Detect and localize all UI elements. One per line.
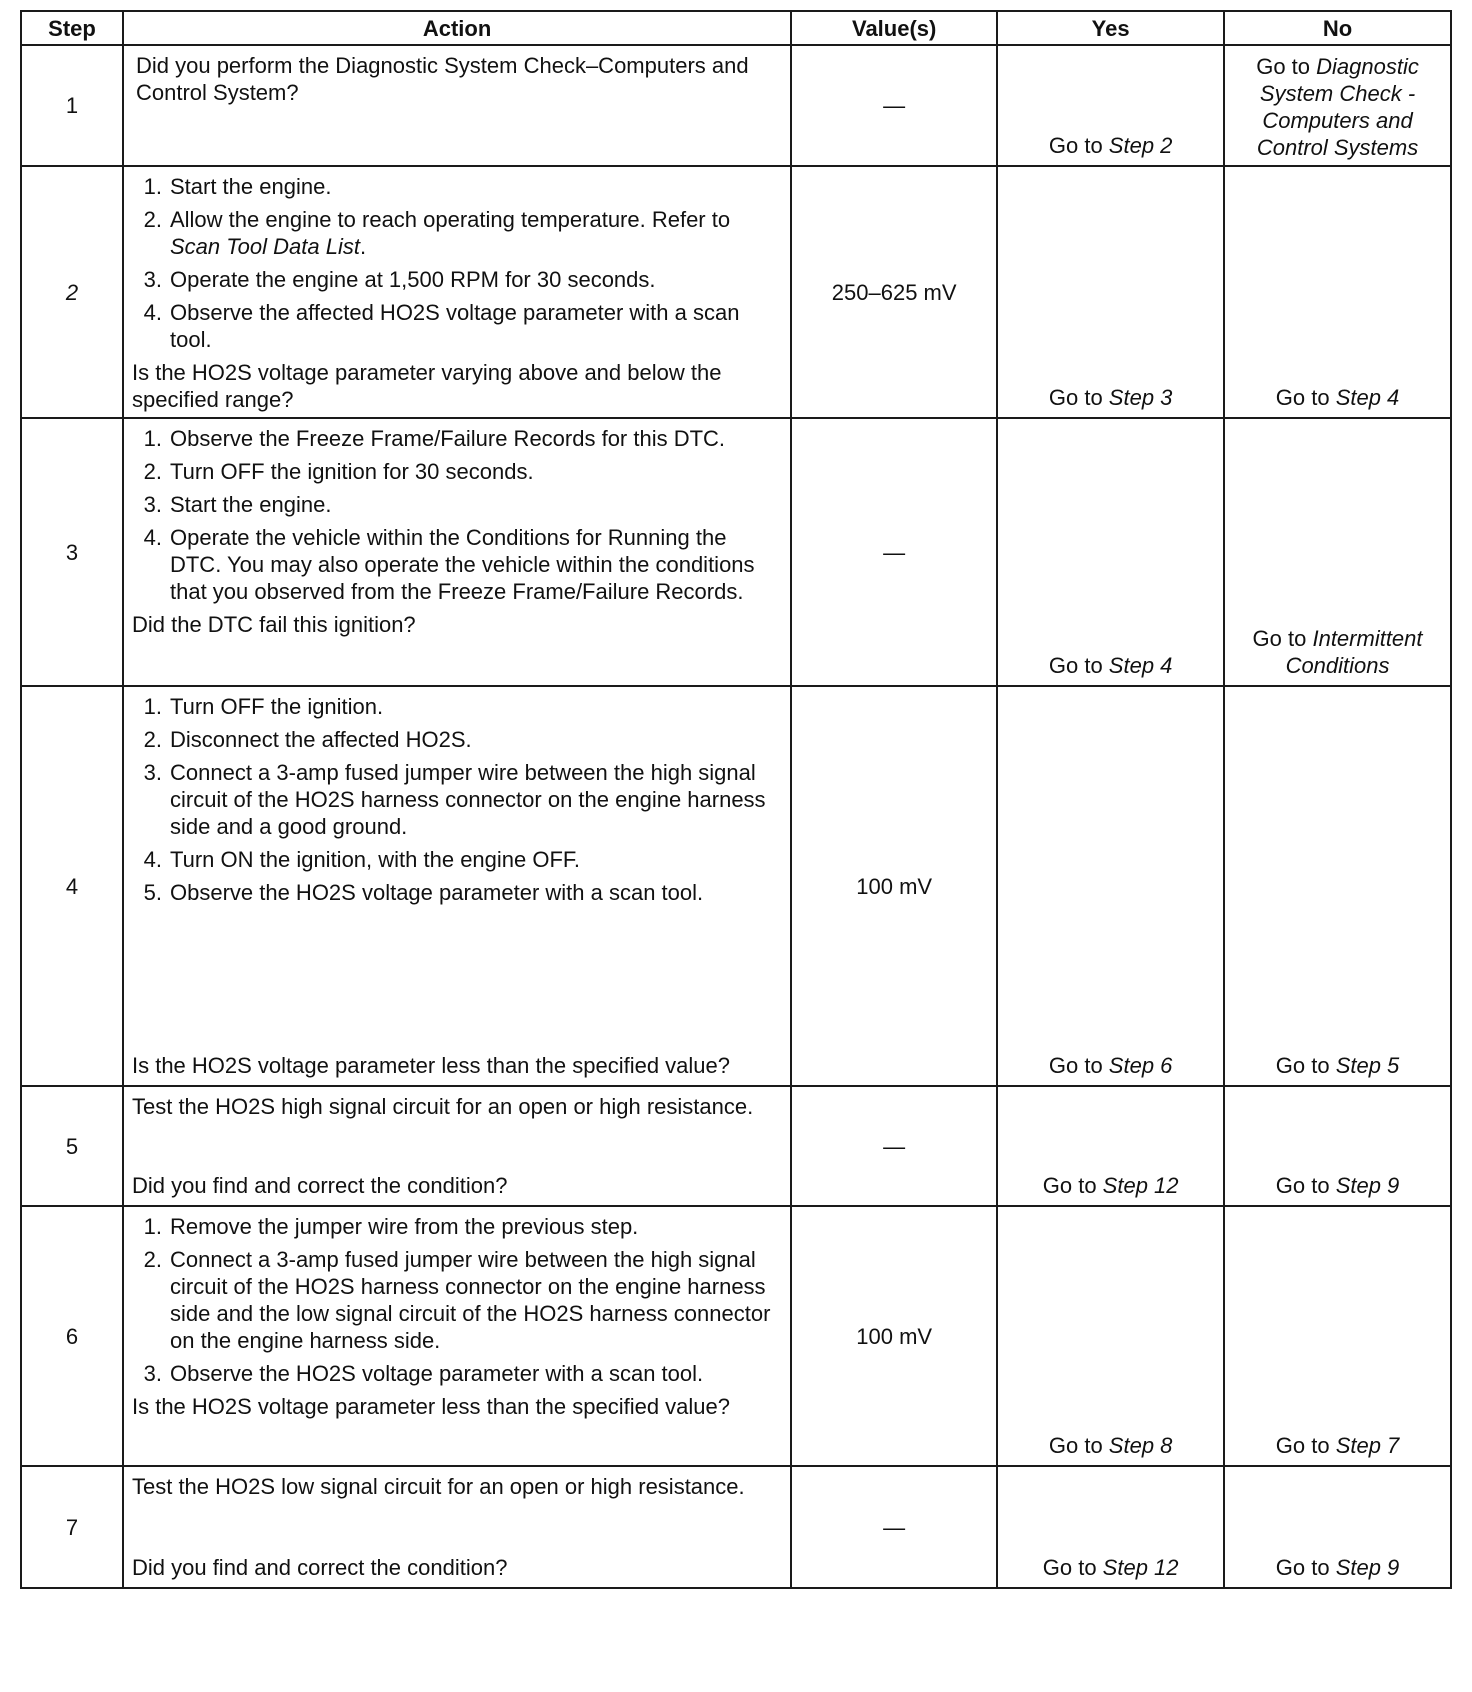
table-row	[21, 1086, 1451, 1206]
no-target-link[interactable]: Step 5	[1335, 1053, 1400, 1078]
action-cell	[123, 1466, 791, 1588]
no-cell[interactable]: Go to Step 9	[1224, 1466, 1451, 1588]
yes-cell[interactable]: Go to Step 8	[997, 1206, 1224, 1466]
action-cell	[123, 418, 791, 686]
yes-target-link[interactable]: Step 12	[1102, 1173, 1179, 1198]
value-cell	[791, 166, 997, 418]
yes-target-link[interactable]: Step 8	[1108, 1433, 1173, 1458]
table-row	[21, 418, 1451, 686]
action-steps	[132, 693, 776, 906]
action-text: Did you perform the Diagnostic System Check–Computers and Control System?	[135, 53, 749, 105]
yes-target-link[interactable]: Step 2	[1108, 133, 1173, 158]
no-target-link[interactable]: Step 4	[1335, 385, 1400, 410]
action-steps	[132, 425, 776, 605]
no-cell[interactable]	[1224, 45, 1451, 166]
no-target-link[interactable]: Intermittent Conditions	[1285, 626, 1423, 678]
list-item: 3. Connect a 3-amp fused jumper wire between the high signal circuit of the HO2S harness connector on the engine harness side and a good ground.	[143, 760, 766, 839]
step-number: 1	[21, 45, 123, 166]
yes-target-link[interactable]: Step 6	[1108, 1053, 1173, 1078]
list-item: 3. Observe the HO2S voltage parameter with a scan tool.	[143, 1361, 704, 1386]
diagnostic-table	[20, 10, 1452, 1589]
table-row	[21, 1206, 1451, 1466]
table-row	[21, 1466, 1451, 1588]
action-question: Is the HO2S voltage parameter less than the specified value?	[131, 1394, 730, 1419]
action-question: Is the HO2S voltage parameter varying above and below the specified range?	[131, 360, 722, 412]
list-item: 4. Turn ON the ignition, with the engine OFF.	[143, 847, 581, 872]
value-text: 100 mV	[856, 873, 933, 899]
reference-link[interactable]: Scan Tool Data List	[169, 234, 360, 259]
no-cell[interactable]: Go to Step 4	[1224, 166, 1451, 418]
action-steps	[132, 173, 776, 353]
value-cell	[791, 45, 997, 166]
header-action: Action	[123, 11, 791, 45]
list-item: 2. Allow the engine to reach operating temperature. Refer to Scan Tool Data List.	[143, 207, 731, 259]
list-item: 4. Observe the affected HO2S voltage parameter with a scan tool.	[143, 300, 740, 352]
yes-prefix: Go to	[1048, 133, 1109, 158]
yes-cell[interactable]: Go to Step 12	[997, 1086, 1224, 1206]
yes-cell[interactable]: Go to Step 3	[997, 166, 1224, 418]
list-item: 1. Turn OFF the ignition.	[143, 694, 384, 719]
list-item: 4. Operate the vehicle within the Conditions for Running the DTC. You may also operate the vehicle within the conditions that you observed from the Freeze Frame/Failure Records.	[143, 525, 755, 604]
list-item: 2. Connect a 3-amp fused jumper wire between the high signal circuit of the HO2S harness connector on the engine harness side and the low signal circuit of the HO2S harness connector on the engine harness side.	[143, 1247, 771, 1353]
value-cell	[791, 1206, 997, 1466]
no-target-link[interactable]: Step 9	[1335, 1173, 1400, 1198]
yes-target-link[interactable]: Step 3	[1108, 385, 1173, 410]
no-cell[interactable]: Go to Step 5	[1224, 686, 1451, 1086]
yes-target-link[interactable]: Step 4	[1108, 653, 1173, 678]
action-text: Test the HO2S high signal circuit for an open or high resistance.	[131, 1094, 754, 1119]
no-cell[interactable]: Go to Step 9	[1224, 1086, 1451, 1206]
action-steps	[132, 1213, 776, 1387]
table-row	[21, 686, 1451, 1086]
action-question: Did you find and correct the condition?	[131, 1555, 508, 1580]
table-row	[21, 166, 1451, 418]
list-item: 3. Operate the engine at 1,500 RPM for 30 seconds.	[143, 267, 656, 292]
value-text: —	[883, 539, 906, 565]
header-values: Value(s)	[791, 11, 997, 45]
action-cell	[123, 686, 791, 1086]
value-text: —	[883, 1514, 906, 1540]
list-item: 2. Disconnect the affected HO2S.	[143, 727, 472, 752]
value-text: —	[883, 93, 906, 118]
no-prefix: Go to	[1256, 54, 1317, 79]
value-text: 250–625 mV	[831, 279, 957, 305]
header-row	[21, 11, 1451, 45]
list-item: 5. Observe the HO2S voltage parameter with a scan tool.	[143, 880, 704, 905]
no-target-link[interactable]: Step 7	[1335, 1433, 1400, 1458]
list-item: 1. Start the engine.	[143, 174, 332, 199]
no-cell[interactable]: Go to Step 7	[1224, 1206, 1451, 1466]
list-item: 1. Observe the Freeze Frame/Failure Records for this DTC.	[143, 426, 726, 451]
header-no: No	[1224, 11, 1451, 45]
value-cell	[791, 418, 997, 686]
step-number: 6	[21, 1206, 123, 1466]
action-cell	[123, 45, 791, 166]
value-text: 100 mV	[856, 1323, 933, 1349]
action-question: Did the DTC fail this ignition?	[131, 612, 416, 637]
action-question: Did you find and correct the condition?	[131, 1173, 508, 1198]
no-cell[interactable]: Go to Intermittent Conditions	[1224, 418, 1451, 686]
action-text: Test the HO2S low signal circuit for an open or high resistance.	[131, 1474, 745, 1499]
list-item: 2. Turn OFF the ignition for 30 seconds.	[143, 459, 534, 484]
no-target-link[interactable]: Step 9	[1335, 1555, 1400, 1580]
list-item: 3. Start the engine.	[143, 492, 332, 517]
table-row	[21, 45, 1451, 166]
yes-cell[interactable]	[997, 45, 1224, 166]
yes-cell[interactable]: Go to Step 4	[997, 418, 1224, 686]
yes-cell[interactable]: Go to Step 12	[997, 1466, 1224, 1588]
header-yes: Yes	[997, 11, 1224, 45]
list-item: 1. Remove the jumper wire from the previous step.	[143, 1214, 639, 1239]
yes-target-link[interactable]: Step 12	[1102, 1555, 1179, 1580]
action-cell	[123, 1206, 791, 1466]
value-cell	[791, 1466, 997, 1588]
value-cell	[791, 1086, 997, 1206]
step-number: 5	[21, 1086, 123, 1206]
action-question: Is the HO2S voltage parameter less than the specified value?	[131, 1053, 730, 1078]
step-number: 2	[21, 166, 123, 418]
yes-cell[interactable]: Go to Step 6	[997, 686, 1224, 1086]
action-cell	[123, 1086, 791, 1206]
no-target-link[interactable]: Diagnostic System Check - Computers and Control Systems	[1256, 54, 1419, 160]
step-number: 7	[21, 1466, 123, 1588]
value-text: —	[883, 1133, 906, 1159]
action-cell	[123, 166, 791, 418]
header-step: Step	[21, 11, 123, 45]
step-number: 4	[21, 686, 123, 1086]
step-number: 3	[21, 418, 123, 686]
value-cell	[791, 686, 997, 1086]
